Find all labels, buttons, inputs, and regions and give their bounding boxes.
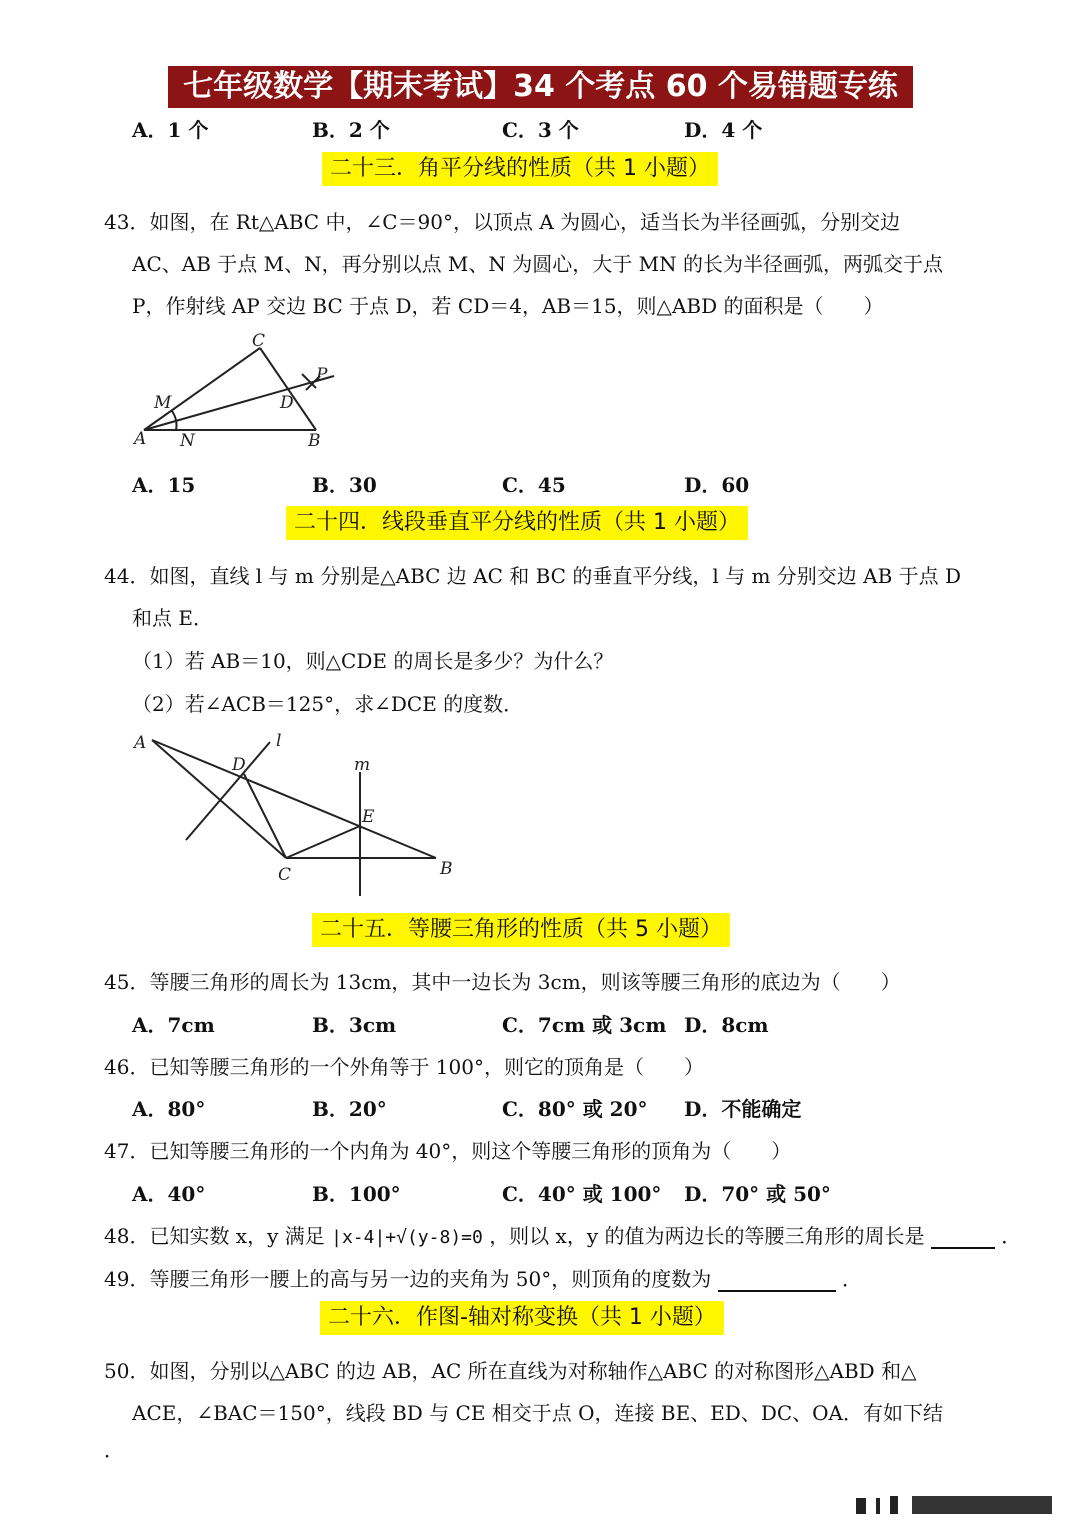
q43-text-line3: P，作射线 AP 交边 BC 于点 D，若 CD＝4，AB＝15，则△ABD 的面积是（ ） (132, 294, 884, 318)
q48-text-pre: 48．已知实数 x，y 满足 (104, 1224, 325, 1248)
q43-figure-angle-bisector (120, 328, 360, 456)
fig44-label-a: A (134, 733, 147, 753)
segment-ac (152, 740, 286, 858)
q48-text (104, 1220, 1021, 1249)
q47-option-a: A．40° (132, 1182, 206, 1206)
q46-text: 46．已知等腰三角形的一个外角等于 100°，则它的顶角是（ ） (104, 1055, 704, 1079)
q46-option-b: B．20° (312, 1097, 387, 1121)
page-banner-title: 七年级数学【期末考试】34 个考点 60 个易错题专练 (168, 66, 913, 108)
segment-ec (286, 826, 360, 858)
q47-option-b: B．100° (312, 1182, 401, 1206)
section-23-heading: 二十三．角平分线的性质（共 1 小题） (322, 152, 718, 186)
q42-option-d: D．4 个 (684, 118, 763, 142)
q49-text-end: ． (841, 1267, 862, 1291)
q43-text-line1: 43．如图，在 Rt△ABC 中，∠C＝90°，以顶点 A 为圆心，适当长为半径画弧，分别交边 (104, 210, 901, 234)
q43-option-c: C．45 (502, 473, 566, 497)
q47-option-c: C．40° 或 100° (502, 1182, 662, 1206)
q49-answer-blank[interactable] (718, 1270, 836, 1292)
fig43-label-c: C (252, 331, 266, 351)
fig43-label-n: N (180, 431, 195, 451)
section-25-heading: 二十五．等腰三角形的性质（共 5 小题） (312, 913, 730, 947)
q42-option-c: C．3 个 (502, 118, 579, 142)
ray-ap (144, 376, 334, 430)
fig44-label-d: D (232, 755, 246, 775)
line-l (186, 742, 270, 840)
q42-option-b: B．2 个 (312, 118, 390, 142)
fig44-label-l: l (276, 731, 282, 751)
q43-option-d: D．60 (684, 473, 750, 497)
q45-option-d: D．8cm (684, 1013, 769, 1037)
q45-option-b: B．3cm (312, 1013, 397, 1037)
q48-answer-blank[interactable] (931, 1227, 995, 1249)
q47-text: 47．已知等腰三角形的一个内角为 40°，则这个等腰三角形的顶角为（ ） (104, 1139, 792, 1163)
segment-ac (144, 348, 260, 430)
fig43-label-a: A (134, 429, 147, 449)
q42-option-a: A．1 个 (132, 118, 209, 142)
q43-option-a: A．15 (132, 473, 196, 497)
q48-formula: |x-4|+√(y-8)=0 (331, 1227, 483, 1248)
q49-text (104, 1263, 862, 1292)
fig43-label-p: P (316, 365, 328, 385)
fig43-label-m: M (154, 393, 172, 413)
q44-text-line2: 和点 E． (132, 606, 213, 630)
fig44-label-e: E (362, 807, 375, 827)
segment-ab (152, 740, 436, 858)
footer-watermark-marks (856, 1494, 1056, 1516)
q47-option-d: D．70° 或 50° (684, 1182, 831, 1206)
q43-text-line2: AC、AB 于点 M、N，再分别以点 M、N 为圆心，大于 MN 的长为半径画弧，两弧交于点 (132, 252, 943, 276)
q45-text: 45．等腰三角形的周长为 13cm，其中一边长为 3cm，则该等腰三角形的底边为（ ） (104, 970, 901, 994)
q50-text-line3: ． (104, 1438, 124, 1462)
q44-text-line1: 44．如图，直线 l 与 m 分别是△ABC 边 AC 和 BC 的垂直平分线，l 与 m 分别交边 AB 于点 D (104, 564, 962, 588)
fig44-label-c: C (278, 865, 292, 885)
fig44-label-m: m (354, 755, 371, 775)
section-24-heading: 二十四．线段垂直平分线的性质（共 1 小题） (286, 506, 748, 540)
q50-text-line2: ACE，∠BAC＝150°，线段 BD 与 CE 相交于点 O，连接 BE、ED、DC、OA．有如下结 (132, 1401, 944, 1425)
q44-subquestion-2: （2）若∠ACB＝125°，求∠DCE 的度数． (132, 692, 524, 716)
q48-text-end: ． (1001, 1224, 1022, 1248)
q49-text-body: 49．等腰三角形一腰上的高与另一边的夹角为 50°，则顶角的度数为 (104, 1267, 712, 1291)
q46-option-d: D．不能确定 (684, 1097, 802, 1121)
q45-option-a: A．7cm (132, 1013, 215, 1037)
q46-option-a: A．80° (132, 1097, 206, 1121)
section-26-heading: 二十六．作图-轴对称变换（共 1 小题） (320, 1301, 724, 1335)
q50-text-line1: 50．如图，分别以△ABC 的边 AB，AC 所在直线为对称轴作△ABC 的对称图形△ABD 和△ (104, 1359, 917, 1383)
fig43-label-d: D (280, 393, 294, 413)
q44-figure-perpendicular-bisectors (120, 722, 470, 902)
q44-subquestion-1: （1）若 AB＝10，则△CDE 的周长是多少？为什么？ (132, 649, 614, 673)
q45-option-c: C．7cm 或 3cm (502, 1013, 667, 1037)
fig43-label-b: B (308, 431, 321, 451)
q43-option-b: B．30 (312, 473, 377, 497)
q46-option-c: C．80° 或 20° (502, 1097, 648, 1121)
fig44-label-b: B (440, 859, 453, 879)
q48-text-post: ，则以 x，y 的值为两边长的等腰三角形的周长是 (489, 1224, 925, 1248)
